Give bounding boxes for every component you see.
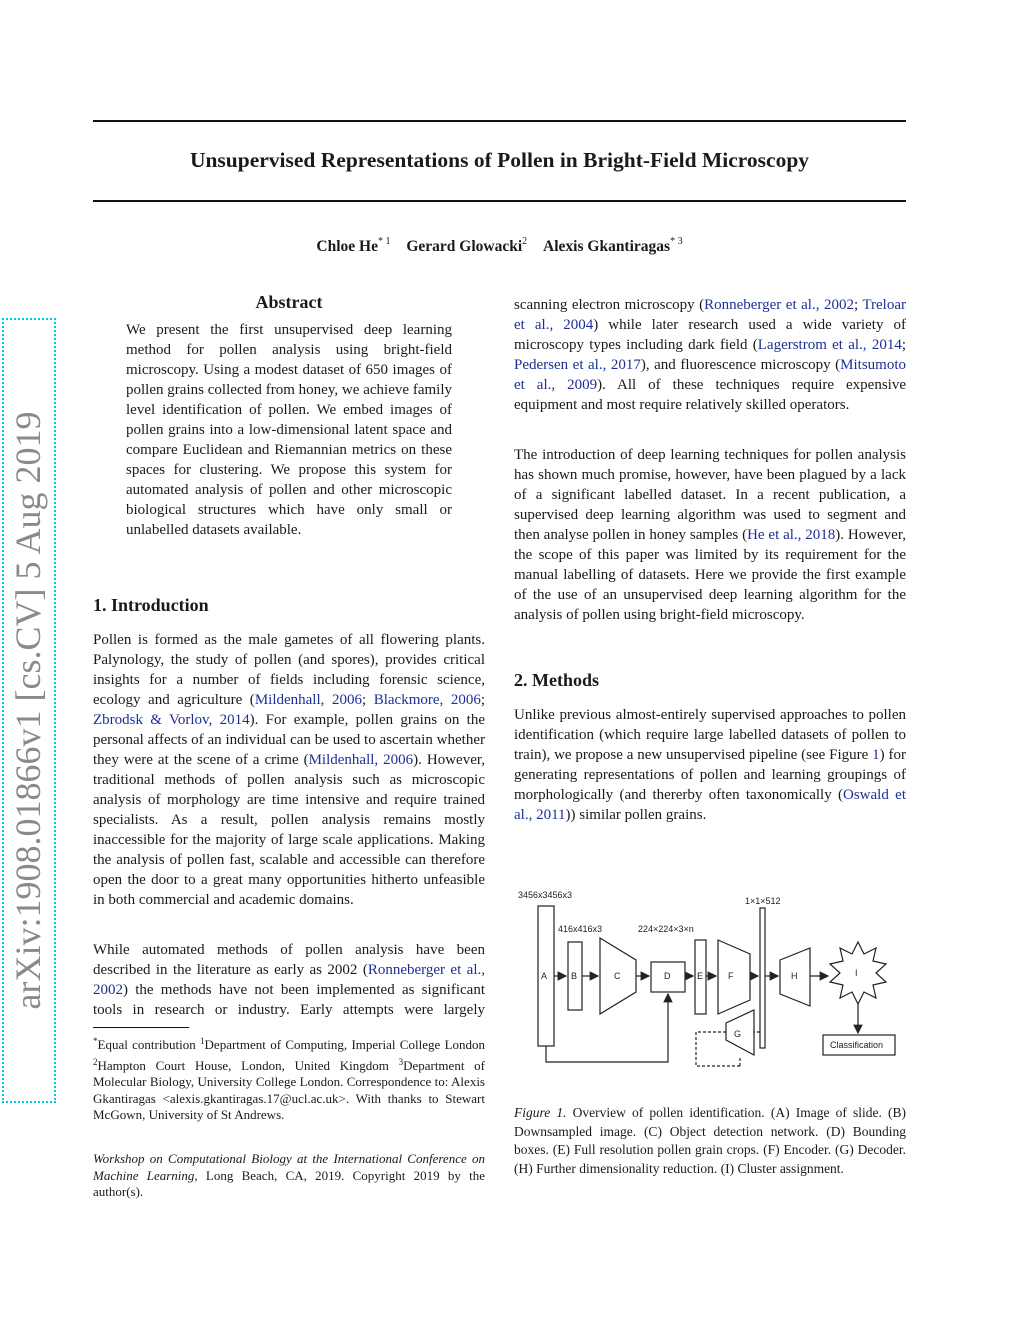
citation-link[interactable]: Blackmore, 2006 bbox=[373, 692, 481, 708]
label-g: G bbox=[734, 1029, 742, 1039]
figure-1-diagram bbox=[510, 880, 910, 1080]
footnote-rule bbox=[93, 1027, 189, 1028]
citation-link[interactable]: Oswald et al., 2011 bbox=[514, 787, 906, 823]
label-i: I bbox=[855, 968, 858, 978]
citation-link[interactable]: Mitsumoto et al., 2009 bbox=[514, 357, 906, 393]
citation-link[interactable]: Ronneberger et al., 2002 bbox=[704, 297, 854, 313]
citation-link[interactable]: Zbrodsk & Vorlov, 2014 bbox=[93, 712, 250, 728]
intro-paragraph-1: Pollen is formed as the male gametes of all flowering plants. Palynology, the study of pollen (and spores), provides critical insights for a number of fields including forensic science, ecology and agriculture (Mildenhall, 2006; Blackmore, 2006; Zbrodsk & Vorlov, 2014). For example, pollen grains on the personal affects of an individual can be used to ascertain whether they were at the scene of a crime (Mildenhall, 2006). However, traditional methods of pollen analysis such as microscopic analysis of morphology are time intensive and require trained specialists. As a result, pollen analysis remains mostly inaccessible for the majority of large scale applications. Making the analysis of pollen fast, scalable and accessible can therefore open the door to a great many opportunities hitherto unfeasible in both commercial and academic domains. bbox=[93, 632, 486, 908]
label-b: B bbox=[571, 971, 578, 981]
citation-link[interactable]: He et al., 2018 bbox=[747, 527, 836, 543]
intro-paragraph-3: The introduction of deep learning techniques for pollen analysis has shown much promise, however, have been plagued by a lack of a significant labelled dataset. In a recent publication, a supervised deep learning algorithm was used to segment and then analyse pollen in honey samples (He et al., 2018). However, the scope of this paper was limited by its requirement for the manual labelling of datasets. Here we provide the first example of the use of an unsupervised deep learning algorithm for the analysis of pollen using bright-field microscopy. bbox=[514, 447, 906, 623]
label-e: E bbox=[697, 971, 704, 981]
methods-paragraph-1: Unlike previous almost-entirely supervised approaches to pollen identification (which require large labelled datasets of pollen to train), we propose a new unsupervised pipeline (see Figure 1) for generating representations of pollen and learning groupings of morphologically (and thererby often taxonomically (Oswald et al., 2011)) similar pollen grains. bbox=[514, 707, 906, 823]
label-a: A bbox=[541, 971, 548, 981]
block-f bbox=[718, 940, 750, 1014]
intro-heading: 1. Introduction bbox=[93, 595, 209, 615]
label-d: D bbox=[664, 971, 671, 981]
dim-label-b: 416x416x3 bbox=[558, 924, 603, 934]
author-list bbox=[93, 236, 906, 256]
author: Gerard Glowacki$^2$ bbox=[406, 236, 528, 255]
intro-left-column bbox=[93, 630, 485, 910]
dim-label-a: 3456x3456x3 bbox=[518, 890, 573, 900]
intro-paragraph-2-part-2: scanning electron microscopy (Ronneberger et al., 2002; Treloar et al., 2004) while later research used a wide variety of microscopy types including dark field (Lagerstrom et al., 2014; Pedersen et al., 2017), and fluorescence microscopy (Mitsumoto et al., 2009). All of these techniques require expensive equipment and most require relatively skilled operators. bbox=[514, 297, 906, 413]
citation-link[interactable]: Treloar et al., 2004 bbox=[514, 297, 906, 333]
latent-bar bbox=[760, 908, 765, 1048]
title-top-rule bbox=[93, 120, 906, 122]
block-i bbox=[830, 942, 886, 1004]
venue-footnote: Workshop on Computational Biology at the International Conference on Machine Learning, Long Beach, CA, 2019. Copyright 2019 by the author(s). bbox=[93, 1151, 485, 1199]
label-c: C bbox=[614, 971, 621, 981]
figure-reference-link[interactable]: 1 bbox=[872, 747, 880, 763]
citation-link[interactable]: Mildenhall, 2006 bbox=[254, 692, 362, 708]
classification-label: Classification bbox=[830, 1040, 884, 1050]
author: Chloe He$^{* 1}$ bbox=[316, 236, 391, 255]
citation-link[interactable]: Lagerstrom et al., 2014 bbox=[757, 337, 902, 353]
citation-link[interactable]: Pedersen et al., 2017 bbox=[514, 357, 641, 373]
citation-link[interactable]: Mildenhall, 2006 bbox=[308, 752, 414, 768]
abstract-heading: Abstract bbox=[255, 292, 323, 312]
author: Alexis Gkantiragas$^{* 3}$ bbox=[543, 236, 683, 255]
label-h: H bbox=[791, 971, 798, 981]
dim-label-d: 224×224×3×n bbox=[638, 924, 694, 934]
arxiv-stamp: arXiv:1908.01866v1 [cs.CV] 5 Aug 2019 bbox=[2, 318, 56, 1103]
dim-label-h: 1×1×512 bbox=[745, 896, 781, 906]
affiliation-footnote: *Equal contribution $^1$Department of Computing, Imperial College London $^2$Hampton Court House, London, United Kingdom $^3$Department of Molecular Biology, University College London. Correspondence to: Alexis Gkantiragas <alexis.gkantiragas.17@ucl.ac.uk>. With thanks to Stewart McGown, University of St Andrews. bbox=[93, 1036, 486, 1122]
title-bottom-rule bbox=[93, 200, 906, 202]
methods-heading: 2. Methods bbox=[514, 670, 599, 690]
intro-paragraph-2-part-1: While automated methods of pollen analysis have been described in the literature as early as 2002 (Ronneberger et al., 2002) the methods have not been implemented as significant tools in research or industry. Early attempts were largely bbox=[93, 942, 485, 1018]
label-f: F bbox=[728, 971, 734, 981]
citation-link[interactable]: Ronneberger et al., 2002 bbox=[93, 962, 485, 998]
abstract-text: We present the first unsupervised deep learning method for pollen analysis using bright-field microscopy. Using a modest dataset of 650 images of pollen grains collected from honey, we achieve family level identification of pollen. We embed images of pollen grains into a low-dimensional latent space and compare Euclidean and Riemannian metrics on these spaces for clustering. We propose this system for automated analysis of pollen and other microscopic biological structures which have only small or unlabelled datasets available. bbox=[126, 322, 452, 538]
paper-title: Unsupervised Representations of Pollen in Bright-Field Microscopy bbox=[189, 148, 810, 172]
figure-1-caption: Figure 1. Overview of pollen identification. (A) Image of slide. (B) Downsampled image. (C) Object detection network. (D) Bounding boxes. (E) Full resolution pollen grain crops. (F) Encoder. (G) Decoder. (H) Further dimensionality reduction. (I) Cluster assignment. bbox=[514, 1105, 906, 1176]
